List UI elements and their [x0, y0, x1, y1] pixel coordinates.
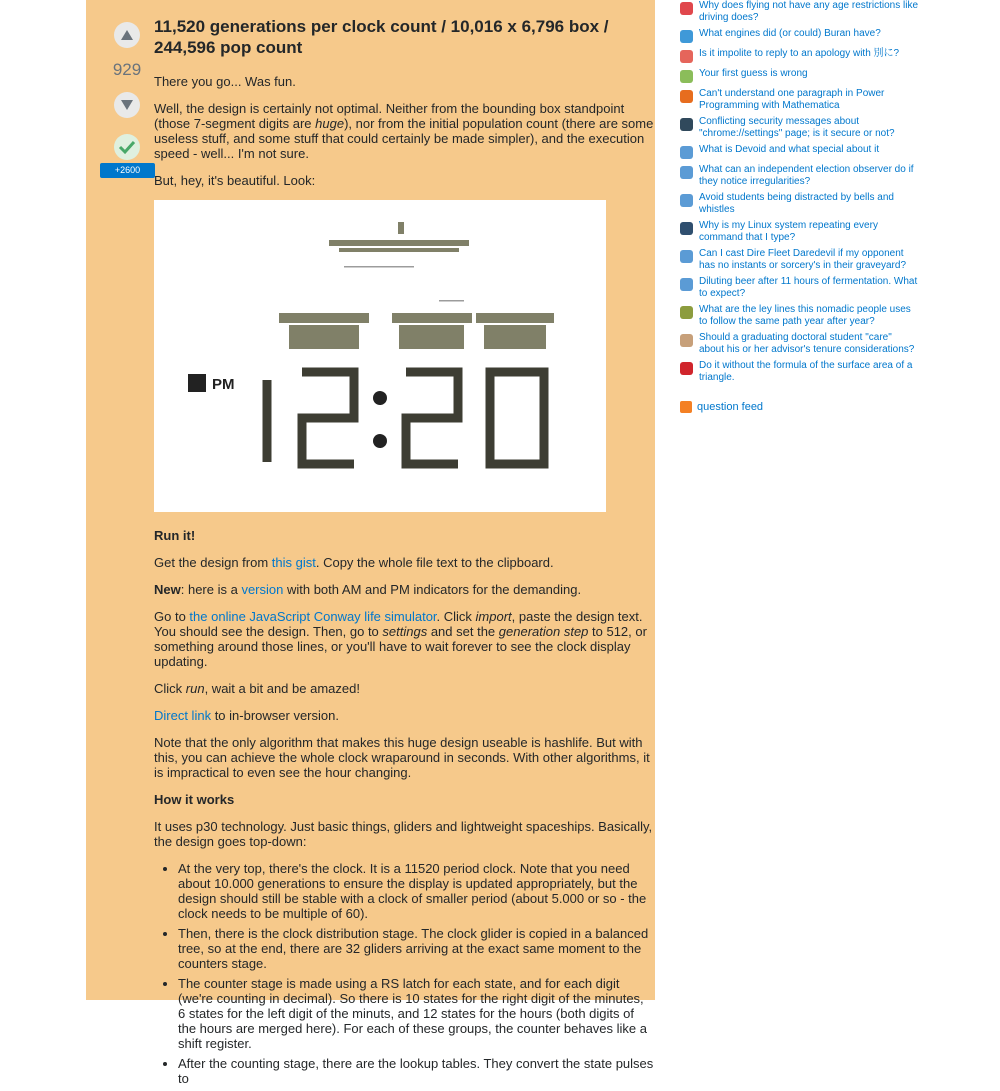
hot-network-questions — [678, 0, 918, 413]
text: with both AM and PM indicators for the demanding. — [283, 582, 582, 597]
text: ), nor from the initial population count (there are some useless stuff, and some stuff that could certainly be made simpler), and the execution speed - well... I'm not sure. — [154, 116, 654, 161]
emphasis: run — [185, 681, 205, 696]
site-icon — [680, 250, 693, 263]
site-icon — [680, 50, 693, 63]
clock-screenshot-image — [154, 200, 606, 512]
paragraph: There you go... Was fun. — [154, 74, 296, 89]
bold-text: New — [154, 582, 181, 597]
gist-link[interactable]: this gist — [271, 555, 316, 570]
site-icon — [680, 90, 693, 103]
hot-question-link[interactable]: Can I cast Dire Fleet Daredevil if my opponent has no instants or sorcery's in their graveyard? — [699, 248, 907, 271]
heading-text: Run it! — [154, 528, 196, 543]
hot-question-link[interactable]: What are the ley lines this nomadic people uses to follow the same path year after year? — [699, 304, 911, 327]
vote-count: 929 — [112, 60, 142, 79]
text: to 512, or something around those lines, or you'll have to wait forever to see the clock display updating. — [154, 624, 647, 669]
site-icon — [680, 166, 693, 179]
answer-body — [154, 16, 654, 1091]
hot-question-item[interactable] — [678, 220, 918, 243]
hot-question-item[interactable] — [678, 164, 918, 187]
hot-question-item[interactable] — [678, 304, 918, 327]
accepted-answer-check — [114, 134, 140, 160]
hot-question-item[interactable] — [678, 192, 918, 215]
hot-question-item[interactable] — [678, 28, 918, 43]
emphasis: huge — [315, 116, 345, 131]
hot-question-link[interactable]: Conflicting security messages about "chrome://settings" page; is it secure or not? — [699, 116, 895, 139]
list-item: • The counter stage is made using a RS latch for each state, and for each digit (we're counting in decimal). So there is 10 states for the right digit of the minutes, 6 states for the left digit of the minuts, and 12 states for the hours (both digits of the hours are merged here). For each of these groups, the counter behaves like a shift register. — [178, 976, 654, 1051]
hot-question-link[interactable]: What engines did (or could) Buran have? — [699, 28, 881, 39]
upvote-button[interactable] — [114, 22, 140, 48]
list-item: • At the very top, there's the clock. It is a 11520 period clock. Note that you need about 10.000 generations to ensure the display is updated appropriately, but the design should still be stable with a clock of smaller period (about 5.000 or so - the clock needs to be multiple of 60). — [178, 861, 654, 921]
how-heading — [154, 792, 654, 807]
text: : here is a — [180, 582, 242, 597]
site-icon — [680, 222, 693, 235]
site-icon — [680, 278, 693, 291]
hot-question-link[interactable]: What can an independent election observer do if they notice irregularities? — [699, 164, 914, 187]
version-link[interactable]: version — [241, 582, 284, 597]
hot-question-link[interactable]: Your first guess is wrong — [699, 68, 808, 79]
text: to in-browser version. — [211, 708, 339, 723]
site-icon — [680, 194, 693, 207]
text: , wait a bit and be amazed! — [204, 681, 360, 696]
emphasis: import — [475, 609, 512, 624]
list-item: • Then, there is the clock distribution stage. The clock glider is copied in a balanced tree, so at the end, there are 32 gliders arriving at the exact same moment to the counters stage. — [178, 926, 654, 971]
hot-question-link[interactable]: Why is my Linux system repeating every command that I type? — [699, 220, 878, 243]
hot-question-item[interactable] — [678, 276, 918, 299]
simulator-link[interactable]: the online JavaScript Conway life simulator — [189, 609, 437, 624]
bullet-list — [154, 861, 654, 1086]
hot-question-link[interactable]: Diluting beer after 11 hours of fermentation. What to expect? — [699, 276, 918, 299]
hot-question-link[interactable]: Do it without the formula of the surface area of a triangle. — [699, 360, 913, 383]
arrow-up-icon — [121, 30, 133, 40]
site-icon — [680, 334, 693, 347]
paragraph: Note that the only algorithm that makes this huge design useable is hashlife. But with this, you can achieve the whole clock wraparound in seconds. With other algorithms, it is impractical to even see the hour changing. — [154, 735, 650, 780]
arrow-down-icon — [121, 100, 133, 110]
text: Get the design from — [154, 555, 272, 570]
hot-question-link[interactable]: Why does flying not have any age restrictions like driving does? — [699, 0, 918, 23]
paragraph — [154, 609, 654, 669]
hot-question-link[interactable]: Avoid students being distracted by bells and whistles — [699, 192, 894, 215]
hot-question-link[interactable]: Is it impolite to reply to an apology with 別に? — [699, 48, 900, 59]
paragraph — [154, 708, 654, 723]
text: Click — [154, 681, 186, 696]
downvote-button[interactable] — [114, 92, 140, 118]
hot-questions-list — [678, 0, 918, 383]
hot-question-item[interactable] — [678, 360, 918, 383]
feed-label: question feed — [697, 401, 764, 413]
run-heading — [154, 528, 654, 543]
hot-question-item[interactable] — [678, 248, 918, 271]
answer-panel — [86, 0, 655, 1086]
site-icon — [680, 362, 693, 375]
site-icon — [680, 2, 693, 15]
paragraph: But, hey, it's beautiful. Look: — [154, 173, 316, 188]
text: , paste the design text. You should see the design. Then, go to — [154, 609, 643, 639]
text: Go to — [154, 609, 190, 624]
hot-question-item[interactable] — [678, 116, 918, 139]
paragraph — [154, 101, 654, 161]
site-icon — [680, 118, 693, 131]
hot-question-link[interactable]: Can't understand one paragraph in Power Programming with Mathematica — [699, 88, 885, 111]
site-icon — [680, 306, 693, 319]
answer-title: 11,520 generations per clock count / 10,016 x 6,796 box / 244,596 pop count — [154, 17, 609, 57]
hot-question-item[interactable] — [678, 0, 918, 23]
hot-question-item[interactable] — [678, 68, 918, 83]
am-pm-indicator-block — [188, 374, 206, 392]
paragraph — [154, 555, 654, 570]
hot-question-link[interactable]: What is Devoid and what special about it — [699, 144, 880, 155]
text: Well, the design is certainly not optimal. Neither from the bounding box standpoint (those 7-segment digits are — [154, 101, 625, 131]
emphasis: settings — [382, 624, 428, 639]
text: and set the — [427, 624, 499, 639]
pm-label: PM — [212, 376, 235, 393]
checkmark-icon — [119, 140, 135, 154]
list-item: • After the counting stage, there are the lookup tables. They convert the state pulses to — [178, 1056, 654, 1086]
paragraph — [154, 582, 654, 597]
question-feed-link[interactable] — [678, 401, 918, 413]
heading-text: How it works — [154, 792, 235, 807]
paragraph — [154, 681, 654, 696]
text: . Copy the whole file text to the clipboard. — [315, 555, 554, 570]
colon-dot — [373, 434, 387, 448]
text: . Click — [436, 609, 476, 624]
hot-question-item[interactable] — [678, 144, 918, 159]
direct-link[interactable]: Direct link — [154, 708, 212, 723]
hot-question-item[interactable] — [678, 48, 918, 63]
paragraph: It uses p30 technology. Just basic things, gliders and lightweight spaceships. Basically, the design goes top-down: — [154, 819, 653, 849]
colon-dot — [373, 391, 387, 405]
site-icon — [680, 30, 693, 43]
hot-question-item[interactable] — [678, 88, 918, 111]
bounty-badge: +2600 — [100, 163, 155, 178]
hot-question-link[interactable]: Should a graduating doctoral student "care" about his or her advisor's tenure considerations? — [699, 332, 915, 355]
site-icon — [680, 70, 693, 83]
site-icon — [680, 146, 693, 159]
emphasis: generation step — [498, 624, 589, 639]
rss-icon — [680, 401, 692, 413]
hot-question-item[interactable] — [678, 332, 918, 355]
